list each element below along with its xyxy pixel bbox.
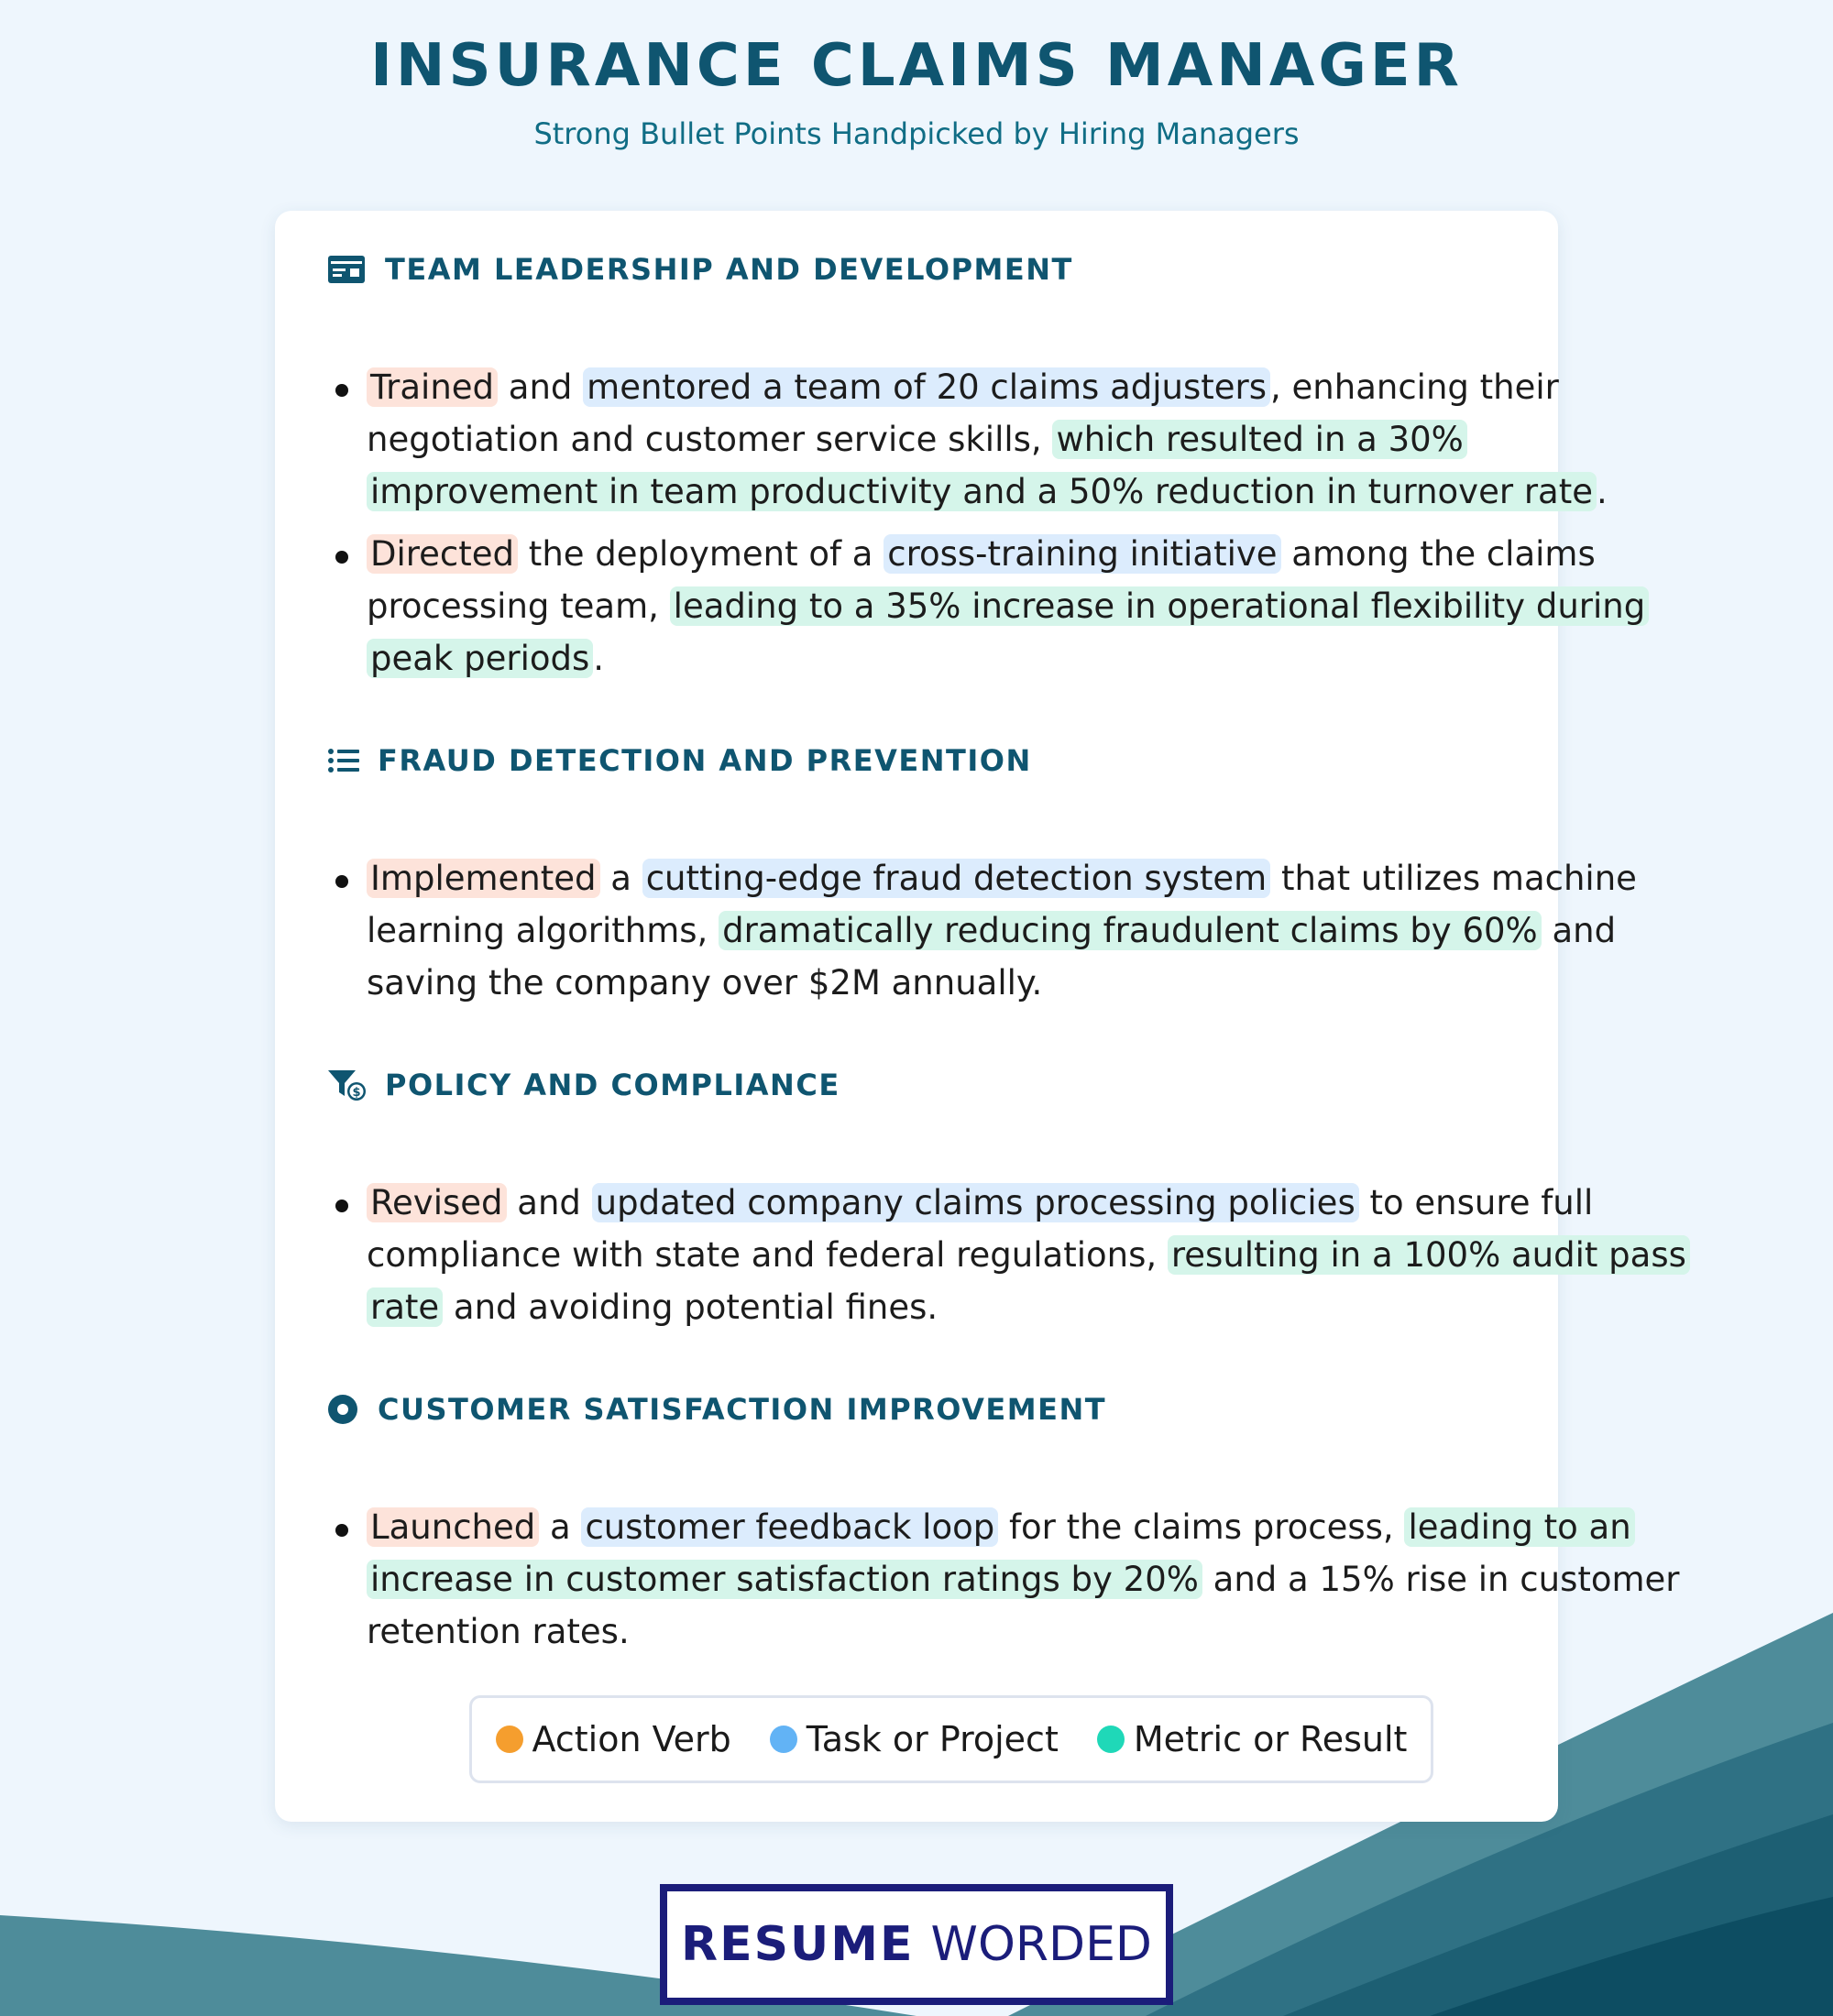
action-verb-dot-icon xyxy=(496,1726,523,1753)
bullet-text xyxy=(367,1501,1680,1658)
bullet-segment: saving the company over $2M annually. xyxy=(367,963,1043,1003)
bullet-segment: negotiation and customer service skills, xyxy=(367,420,1053,459)
legend-label: Metric or Result xyxy=(1133,1719,1408,1759)
bullet-segment: and xyxy=(506,1183,592,1222)
action-verb-highlight: Implemented xyxy=(367,859,600,898)
bullet-line xyxy=(367,1177,1690,1229)
metric-highlight: rate xyxy=(367,1287,443,1327)
section-header xyxy=(328,1067,840,1103)
section-header xyxy=(328,251,1073,288)
section-title: TEAM LEADERSHIP AND DEVELOPMENT xyxy=(385,252,1073,287)
bullet-segment: a xyxy=(599,859,642,898)
legend-item-metric xyxy=(1097,1719,1408,1759)
bullet-line xyxy=(367,580,1649,632)
bullet-line xyxy=(367,528,1649,580)
section-header xyxy=(328,1391,1106,1428)
section-header xyxy=(328,742,1032,779)
money-filter-icon xyxy=(328,1067,367,1103)
bullet-line xyxy=(367,466,1608,518)
bullet-segment: and xyxy=(498,367,584,407)
bullet-line xyxy=(367,1229,1690,1281)
brand-bold-text: RESUME xyxy=(681,1917,915,1972)
action-verb-highlight: Launched xyxy=(367,1507,539,1547)
bullet-line xyxy=(367,361,1608,413)
page-subtitle: Strong Bullet Points Handpicked by Hiring Managers xyxy=(533,116,1300,151)
bullet-segment: and a 15% rise in customer xyxy=(1202,1560,1680,1599)
page-title: INSURANCE CLAIMS MANAGER xyxy=(370,32,1463,100)
bullet-dot xyxy=(335,551,348,564)
metric-highlight: leading to a 35% increase in operational flexibility during xyxy=(670,586,1650,626)
legend-label: Task or Project xyxy=(806,1719,1059,1759)
bullet-dot xyxy=(335,1200,348,1212)
section-title: FRAUD DETECTION AND PREVENTION xyxy=(378,743,1032,778)
task-highlight: cross-training initiative xyxy=(884,534,1280,574)
bullet-line xyxy=(367,632,1649,685)
page-header xyxy=(0,31,1833,152)
bullet-dot xyxy=(335,1524,348,1537)
id-card-icon xyxy=(328,251,367,288)
bullet-text xyxy=(367,528,1649,685)
task-highlight: cutting-edge fraud detection system xyxy=(642,859,1271,898)
bullet-line xyxy=(367,904,1637,957)
action-verb-highlight: Trained xyxy=(367,367,498,407)
bullet-segment: compliance with state and federal regulations, xyxy=(367,1235,1168,1275)
bullet-segment: and xyxy=(1541,911,1617,950)
task-highlight: mentored a team of 20 claims adjusters xyxy=(583,367,1270,407)
bullet-line xyxy=(367,1501,1680,1553)
bullet-dot xyxy=(335,875,348,888)
metric-highlight: improvement in team productivity and a 50% reduction in turnover rate xyxy=(367,472,1597,511)
bullet-segment: a xyxy=(539,1507,582,1547)
list-icon xyxy=(328,742,367,779)
bullet-line xyxy=(367,852,1637,904)
section-title: CUSTOMER SATISFACTION IMPROVEMENT xyxy=(378,1392,1107,1427)
action-verb-highlight: Directed xyxy=(367,534,518,574)
bullet-segment: among the claims xyxy=(1280,534,1596,574)
bullet-segment: retention rates. xyxy=(367,1612,630,1651)
bullet-card xyxy=(275,211,1686,1822)
bullet-text xyxy=(367,852,1637,1009)
resume-worded-logo xyxy=(660,1884,1173,2005)
metric-highlight: which resulted in a 30% xyxy=(1052,420,1466,459)
bullet-segment: . xyxy=(593,639,605,678)
bullet-segment: the deployment of a xyxy=(518,534,884,574)
bullet-segment: to ensure full xyxy=(1358,1183,1594,1222)
svg-text:$: $ xyxy=(352,1086,361,1100)
target-circle-icon xyxy=(328,1391,367,1428)
legend-label: Action Verb xyxy=(532,1719,731,1759)
metric-dot-icon xyxy=(1097,1726,1125,1753)
bullet-line xyxy=(367,1281,1690,1333)
bullet-line xyxy=(367,1553,1680,1605)
bullet-segment: learning algorithms, xyxy=(367,911,719,950)
bullet-line xyxy=(367,957,1637,1009)
bullet-segment: processing team, xyxy=(367,586,670,626)
task-highlight: updated company claims processing policies xyxy=(592,1183,1359,1222)
section-title: POLICY AND COMPLIANCE xyxy=(385,1068,840,1102)
metric-highlight: dramatically reducing fraudulent claims by 60% xyxy=(719,911,1542,950)
bullet-line xyxy=(367,413,1608,466)
legend-item-action xyxy=(496,1719,731,1759)
bullet-line xyxy=(367,1605,1680,1658)
metric-highlight: increase in customer satisfaction ratings by 20% xyxy=(367,1560,1202,1599)
bullet-segment: and avoiding potential fines. xyxy=(443,1287,938,1327)
bullet-segment: . xyxy=(1596,472,1608,511)
bullet-dot xyxy=(335,384,348,397)
action-verb-highlight: Revised xyxy=(367,1183,507,1222)
bullet-segment: , enhancing their xyxy=(1270,367,1559,407)
bullet-segment: that utilizes machine xyxy=(1270,859,1637,898)
task-highlight: customer feedback loop xyxy=(581,1507,998,1547)
legend-item-task xyxy=(770,1719,1059,1759)
metric-highlight: peak periods xyxy=(367,639,593,678)
task-dot-icon xyxy=(770,1726,797,1753)
bullet-text xyxy=(367,361,1608,518)
metric-highlight: leading to an xyxy=(1404,1507,1634,1547)
bullet-text xyxy=(367,1177,1690,1333)
bullet-segment: for the claims process, xyxy=(998,1507,1405,1547)
brand-regular-text: WORDED xyxy=(930,1917,1152,1972)
highlight-legend xyxy=(469,1695,1433,1783)
metric-highlight: resulting in a 100% audit pass xyxy=(1168,1235,1690,1275)
